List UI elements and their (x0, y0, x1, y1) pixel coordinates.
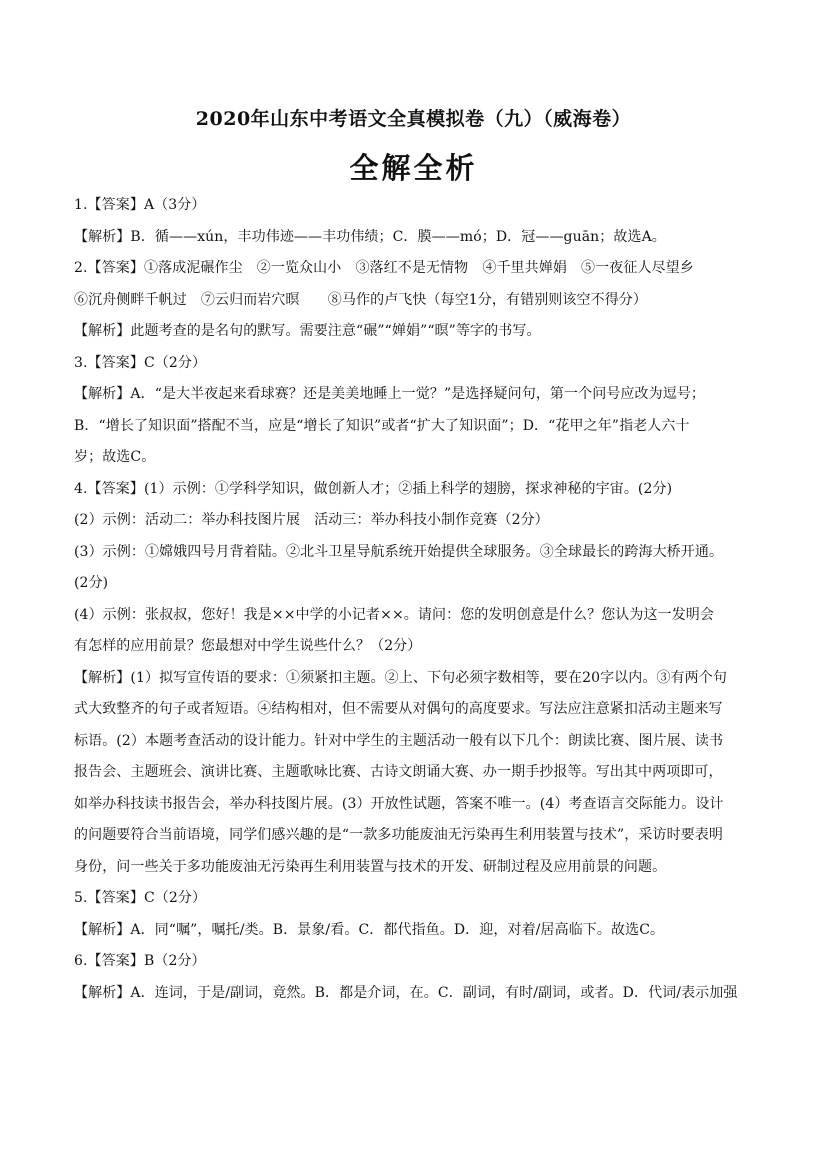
text-line: 的问题要符合当前语境，同学们感兴趣的是“一款多功能废油无污染再生利用装置与技术”，采访时要表明 (74, 827, 724, 843)
text-line: 报告会、主题班会、演讲比赛、主题歌咏比赛、古诗文朗诵大赛、办一期手抄报等。写出其中两项即可， (74, 764, 723, 780)
text-line: 4.【答案】(1）示例：①学科学知识，做创新人才；②插上科学的翅膀，探求神秘的宇宙。(2分) (74, 480, 673, 497)
text-line: 【解析】A．连词，于是/副词，竟然。B．都是介词，在。C．副词，有时/副词，或者。D．代词/表示加强 (74, 984, 738, 1001)
text-line: 如举办科技读书报告会，举办科技图片展。(3）开放性试题，答案不唯一。(4）考查语言交际能力。设计 (74, 795, 724, 812)
text-line: 身份，问一些关于多功能废油无污染再生利用装置与技术的开发、研制过程及应用前景的问题。 (74, 858, 667, 875)
text-line: 【解析】(1）拟写宣传语的要求：①须紧扣主题。②上、下句必须字数相等，要在20字以内。③有两个句 (74, 669, 727, 686)
text-line: B．“增长了知识面”搭配不当，应是“增长了知识”或者“扩大了知识面”；D．“花甲之年”指老人六十 (74, 417, 690, 434)
text-line: (2）示例：活动二：举办科技图片展 活动三：举办科技小制作竞赛（2分） (74, 512, 549, 528)
text-line: 式大致整齐的句子或者短语。④结构相对，但不需要从对偶句的高度要求。写法应注意紧扣活动主题来写 (74, 701, 723, 717)
document-subtitle: 全解全析 (349, 151, 478, 185)
text-line: 标语。(2）本题考查活动的设计能力。针对中学生的主题活动一般有以下几个：朗读比赛、图片展、读书 (74, 732, 724, 749)
text-line: 【解析】此题考查的是名句的默写。需要注意“碾”“婵娟”“暝”等字的书写。 (74, 323, 541, 339)
text-line: 5.【答案】C（2分） (74, 890, 207, 906)
text-line: 2.【答案】①落成泥碾作尘 ②一览众山小 ③落红不是无情物 ④千里共婵娟 ⑤一夜征人尽望乡 (74, 260, 694, 276)
text-line: 1.【答案】A（3分） (74, 197, 206, 213)
text-line: 【解析】B．循——xún，丰功伟迹——丰功伟绩；C．膜——mó；D．冠——guān；故选A。 (74, 228, 666, 245)
text-line: (3）示例：①嫦娥四号月背着陆。②北斗卫星导航系统开始提供全球服务。③全球最长的跨海大桥开通。 (74, 543, 724, 560)
text-line: ⑥沉舟侧畔千帆过 ⑦云归而岩穴暝 ⑧马作的卢飞快（每空1分，有错别则该空不得分） (74, 291, 648, 308)
text-line: (2分) (74, 575, 109, 591)
text-line: (4）示例：张叔叔，您好！我是××中学的小记者××。请问：您的发明创意是什么？您认为这一发明会 (74, 606, 714, 623)
document-title: 2020年山东中考语文全真模拟卷（九）（威海卷） (195, 108, 632, 130)
text-line: 岁；故选C。 (74, 449, 156, 465)
text-line: 【解析】A．“是大半夜起来看球赛？还是美美地睡上一觉？”是选择疑问句，第一个问号应改为逗号； (74, 386, 706, 402)
text-line: 有怎样的应用前景？您最想对中学生说些什么？（2分） (74, 638, 422, 654)
text-line: 3.【答案】C（2分） (74, 354, 207, 371)
answer-body (74, 190, 758, 1009)
text-line: 6.【答案】B（2分） (74, 953, 206, 969)
text-line: 【解析】A．同“嘱”，嘱托/类。B．景象/看。C．都代指鱼。D．迎，对着/居高临下。故选C。 (74, 921, 665, 938)
